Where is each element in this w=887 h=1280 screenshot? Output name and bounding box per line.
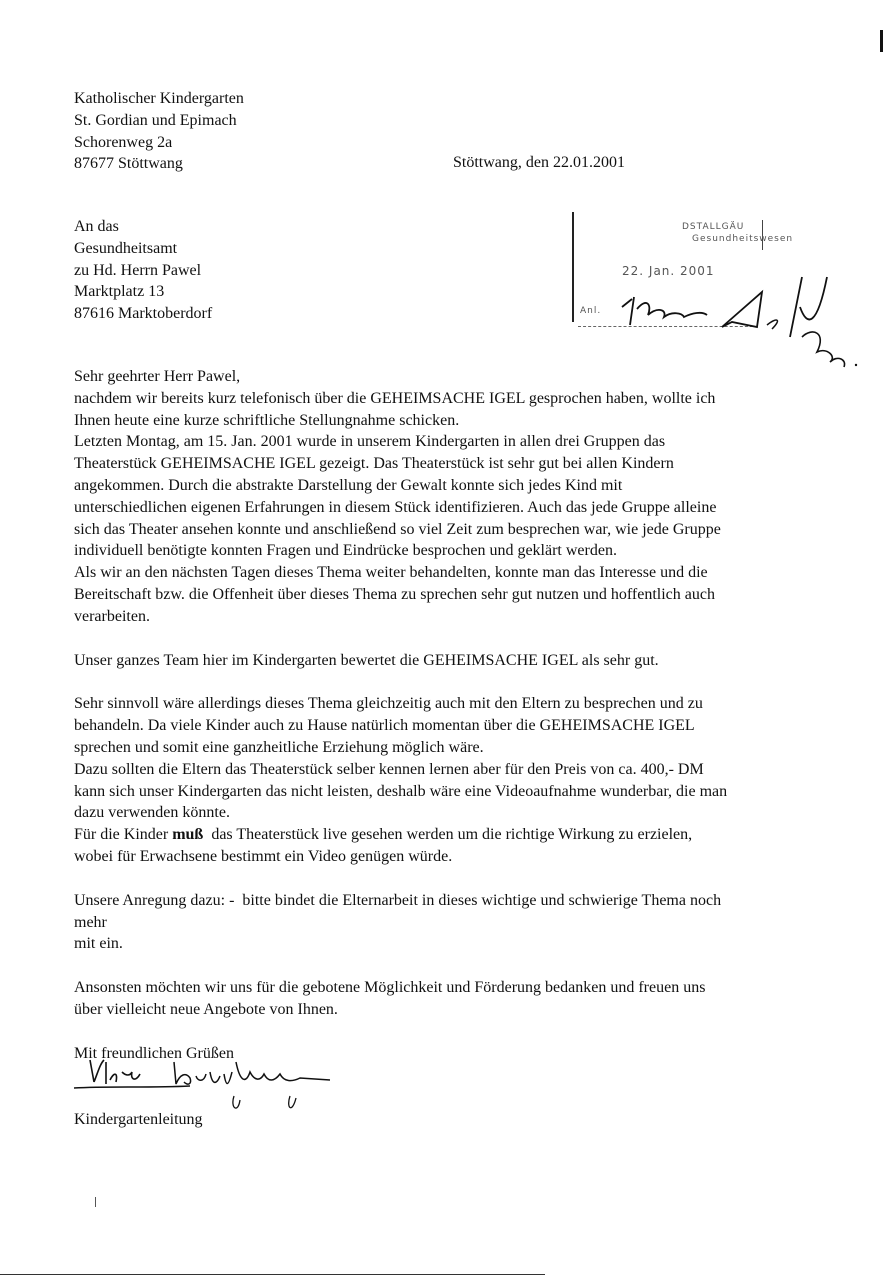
body-line: Sehr sinnvoll wäre allerdings dieses Thema gleichzeitig auch mit den Eltern zu besprechen und zu: [74, 695, 703, 713]
salutation: Sehr geehrter Herr Pawel,: [74, 368, 241, 385]
body-line: Ihnen heute eine kurze schriftliche Stellungnahme schicken.: [74, 411, 460, 429]
body-line: Unsere Anregung dazu: - bitte bindet die Elternarbeit in dieses wichtige und schwierige Thema noch: [74, 891, 722, 909]
body-text: Für die Kinder: [74, 826, 173, 844]
body-text: das Theaterstück live gesehen werden um die richtige Wirkung zu erzielen,: [203, 826, 693, 844]
body-line: Als wir an den nächsten Tagen dieses Thema weiter behandelten, konnte man das Interesse und die: [74, 564, 708, 582]
stamp-date: 22. Jan. 2001: [622, 264, 715, 278]
recipient-line: Marktplatz 13: [74, 283, 165, 301]
body-line: Letzten Montag, am 15. Jan. 2001 wurde in unserem Kindergarten in allen drei Gruppen das: [74, 433, 666, 451]
emphasis-text: muß: [172, 826, 204, 844]
body-line: mit ein.: [74, 935, 123, 953]
body-line: mehr: [74, 913, 107, 931]
recipient-line: An das: [74, 218, 119, 235]
body-line: über vielleicht neue Angebote von Ihnen.: [74, 1000, 338, 1018]
scan-edge-mark: [880, 30, 883, 52]
paragraph-team-rating: Unser ganzes Team hier im Kindergarten bewertet die GEHEIMSACHE IGEL als sehr gut.: [74, 651, 659, 669]
stamp-office: DSTALLGÄU: [682, 222, 745, 232]
paragraph-thanks: [74, 977, 819, 1021]
recipient-line: 87616 Marktoberdorf: [74, 305, 213, 323]
body-line: Ansonsten möchten wir uns für die gebotene Möglichkeit und Förderung bedanken und freuen uns: [74, 979, 706, 997]
letter-date: Stöttwang, den 22.01.2001: [453, 154, 625, 171]
recipient-line: Gesundheitsamt: [74, 239, 178, 257]
body-line: unterschiedlichen eigenen Erfahrungen in diesem Stück identifizieren. Auch das jede Gruppe alleine: [74, 498, 717, 516]
body-line: wobei für Erwachsene bestimmt ein Video genügen würde.: [74, 847, 453, 865]
scan-bottom-edge: [0, 1274, 545, 1275]
body-line: angekommen. Durch die abstrakte Darstellung der Gewalt konnte sich jedes Kind mit: [74, 476, 623, 494]
body-line: [74, 824, 819, 846]
closing: Mit freundlichen Grüßen: [74, 1044, 234, 1062]
body-line: kann sich unser Kindergarten das nicht leisten, deshalb wäre eine Videoaufnahme wunderbar, die man: [74, 782, 728, 800]
letter-body: [74, 366, 819, 1130]
body-line: Dazu sollten die Eltern das Theaterstück selber kennen lernen aber für den Preis von ca. 400,- DM: [74, 760, 704, 778]
recipient-line: zu Hd. Herrn Pawel: [74, 261, 202, 279]
stamp-enclosure: Anl.: [580, 306, 602, 316]
signature-title: Kindergartenleitung: [74, 1110, 203, 1128]
body-line: sprechen und somit eine ganzheitliche Erziehung möglich wäre.: [74, 738, 484, 756]
handwritten-signature-icon: [70, 1052, 340, 1117]
body-line: verarbeiten.: [74, 607, 150, 625]
sender-line: St. Gordian und Epimach: [74, 111, 237, 129]
paragraph-intro: [74, 388, 819, 628]
paragraph-suggestion: [74, 890, 819, 955]
body-line: sich das Theater ansehen konnte und anschließend so viel Zeit zum besprechen war, wie jede Gruppe: [74, 520, 721, 538]
body-line: nachdem wir bereits kurz telefonisch über die GEHEIMSACHE IGEL gesprochen haben, wollte ich: [74, 389, 716, 407]
body-line: dazu verwenden könnte.: [74, 804, 230, 822]
body-line: individuell benötigte konnten Fragen und Eindrücke besprochen und geklärt werden.: [74, 542, 617, 560]
paragraph-parents: [74, 693, 819, 867]
sender-line: 87677 Stöttwang: [74, 155, 183, 173]
sender-line: Schorenweg 2a: [74, 133, 173, 151]
body-line: Bereitschaft bzw. die Offenheit über dieses Thema zu sprechen sehr gut nutzen und hoffentlich auch: [74, 585, 715, 603]
handwritten-initials-icon: [612, 267, 887, 377]
stamp-department: Gesundheitswesen: [692, 234, 794, 244]
recipient-address: [74, 216, 212, 325]
body-line: behandeln. Da viele Kinder auch zu Hause natürlich momentan über die GEHEIMSACHE IGEL: [74, 717, 695, 735]
scan-speck: [95, 1197, 96, 1207]
sender-line: Katholischer Kindergarten: [74, 90, 244, 107]
receipt-stamp: [572, 212, 794, 334]
sender-address: [74, 88, 244, 175]
body-line: Theaterstück GEHEIMSACHE IGEL gezeigt. Das Theaterstück ist sehr gut bei allen Kindern: [74, 455, 674, 473]
